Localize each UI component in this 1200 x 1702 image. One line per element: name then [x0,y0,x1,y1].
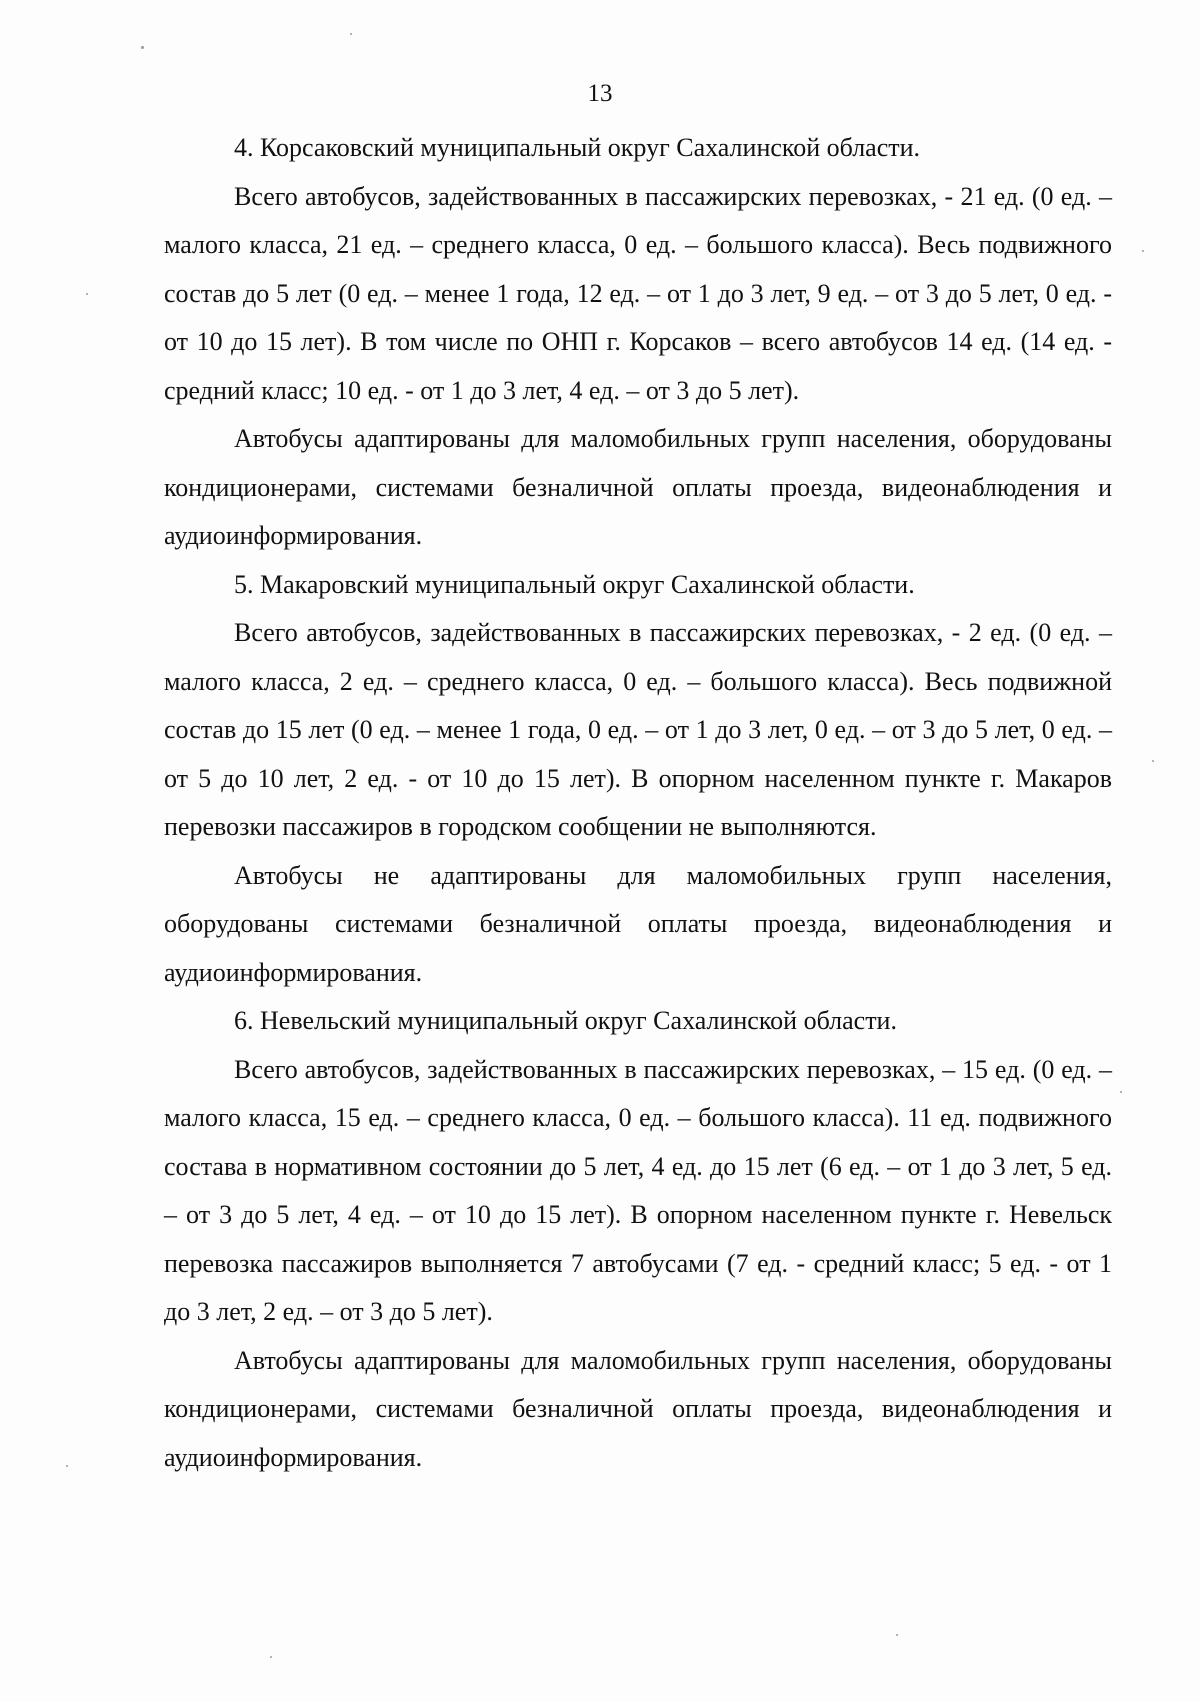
scan-speck [270,1656,272,1658]
paragraph-nevelsk-fleet: Всего автобусов, задействованных в пассажирских перевозках, – 15 ед. (0 ед. – малого класса, 15 ед. – среднего класса, 0 ед. – большого класса). 11 ед. подвижного состава в нормативном состоянии до 5 лет, 4 ед. до 15 лет (6 ед. – от 1 до 3 лет, 5 ед. – от 3 до 5 лет, 4 ед. – от 10 до 15 лет). В опорном населенном пункте г. Невельск перевозка пассажиров выполняется 7 автобусами (7 ед. - средний класс; 5 ед. - от 1 до 3 лет, 2 ед. – от 3 до 5 лет). [164,1054,1112,1326]
section-heading-makarov: 5. Макаровский муниципальный округ Сахалинской области. [234,569,915,599]
scan-speck [350,33,352,35]
scan-speck [141,46,144,49]
scan-speck [86,293,88,295]
paragraph-korsakov-equipment: Автобусы адаптированы для маломобильных групп населения, оборудованы кондиционерами, системами безналичной оплаты проезда, видеонаблюдения и аудиоинформирования. [164,424,1112,550]
scan-speck [896,1634,898,1636]
paragraph-korsakov-fleet: Всего автобусов, задействованных в пассажирских перевозках, - 21 ед. (0 ед. – малого класса, 21 ед. – среднего класса, 0 ед. – большого класса). Весь подвижного состав до 5 лет (0 ед. – менее 1 года, 12 ед. – от 1 до 3 лет, 9 ед. – от 3 до 5 лет, 0 ед. - от 10 до 15 лет). В том числе по ОНП г. Корсаков – всего автобусов 14 ед. (14 ед. - средний класс; 10 ед. - от 1 до 3 лет, 4 ед. – от 3 до 5 лет). [164,181,1112,405]
scan-speck [1120,1091,1122,1093]
document-body [164,124,1112,1482]
paragraph-nevelsk-equipment: Автобусы адаптированы для маломобильных групп населения, оборудованы кондиционерами, системами безналичной оплаты проезда, видеонаблюдения и аудиоинформирования. [164,1345,1112,1472]
scan-speck [66,1465,68,1467]
scan-speck [1152,760,1154,762]
section-heading-nevelsk: 6. Невельский муниципальный округ Сахалинской области. [234,1006,897,1035]
paragraph-makarov-equipment: Автобусы не адаптированы для маломобильных групп населения, оборудованы системами безналичной оплаты проезда, видеонаблюдения и аудиоинформирования. [164,860,1112,987]
section-heading-korsakov: 4. Корсаковский муниципальный округ Сахалинской области. [234,133,921,162]
scan-speck [1142,250,1144,252]
paragraph-makarov-fleet: Всего автобусов, задействованных в пассажирских перевозках, - 2 ед. (0 ед. – малого класса, 2 ед. – среднего класса, 0 ед. – большого класса). Весь подвижной состав до 15 лет (0 ед. – менее 1 года, 0 ед. – от 1 до 3 лет, 0 ед. – от 3 до 5 лет, 0 ед. – от 5 до 10 лет, 2 ед. - от 10 до 15 лет). В опорном населенном пункте г. Макаров перевозки пассажиров в городском сообщении не выполняются. [164,618,1112,841]
page-number: 13 [587,80,613,107]
